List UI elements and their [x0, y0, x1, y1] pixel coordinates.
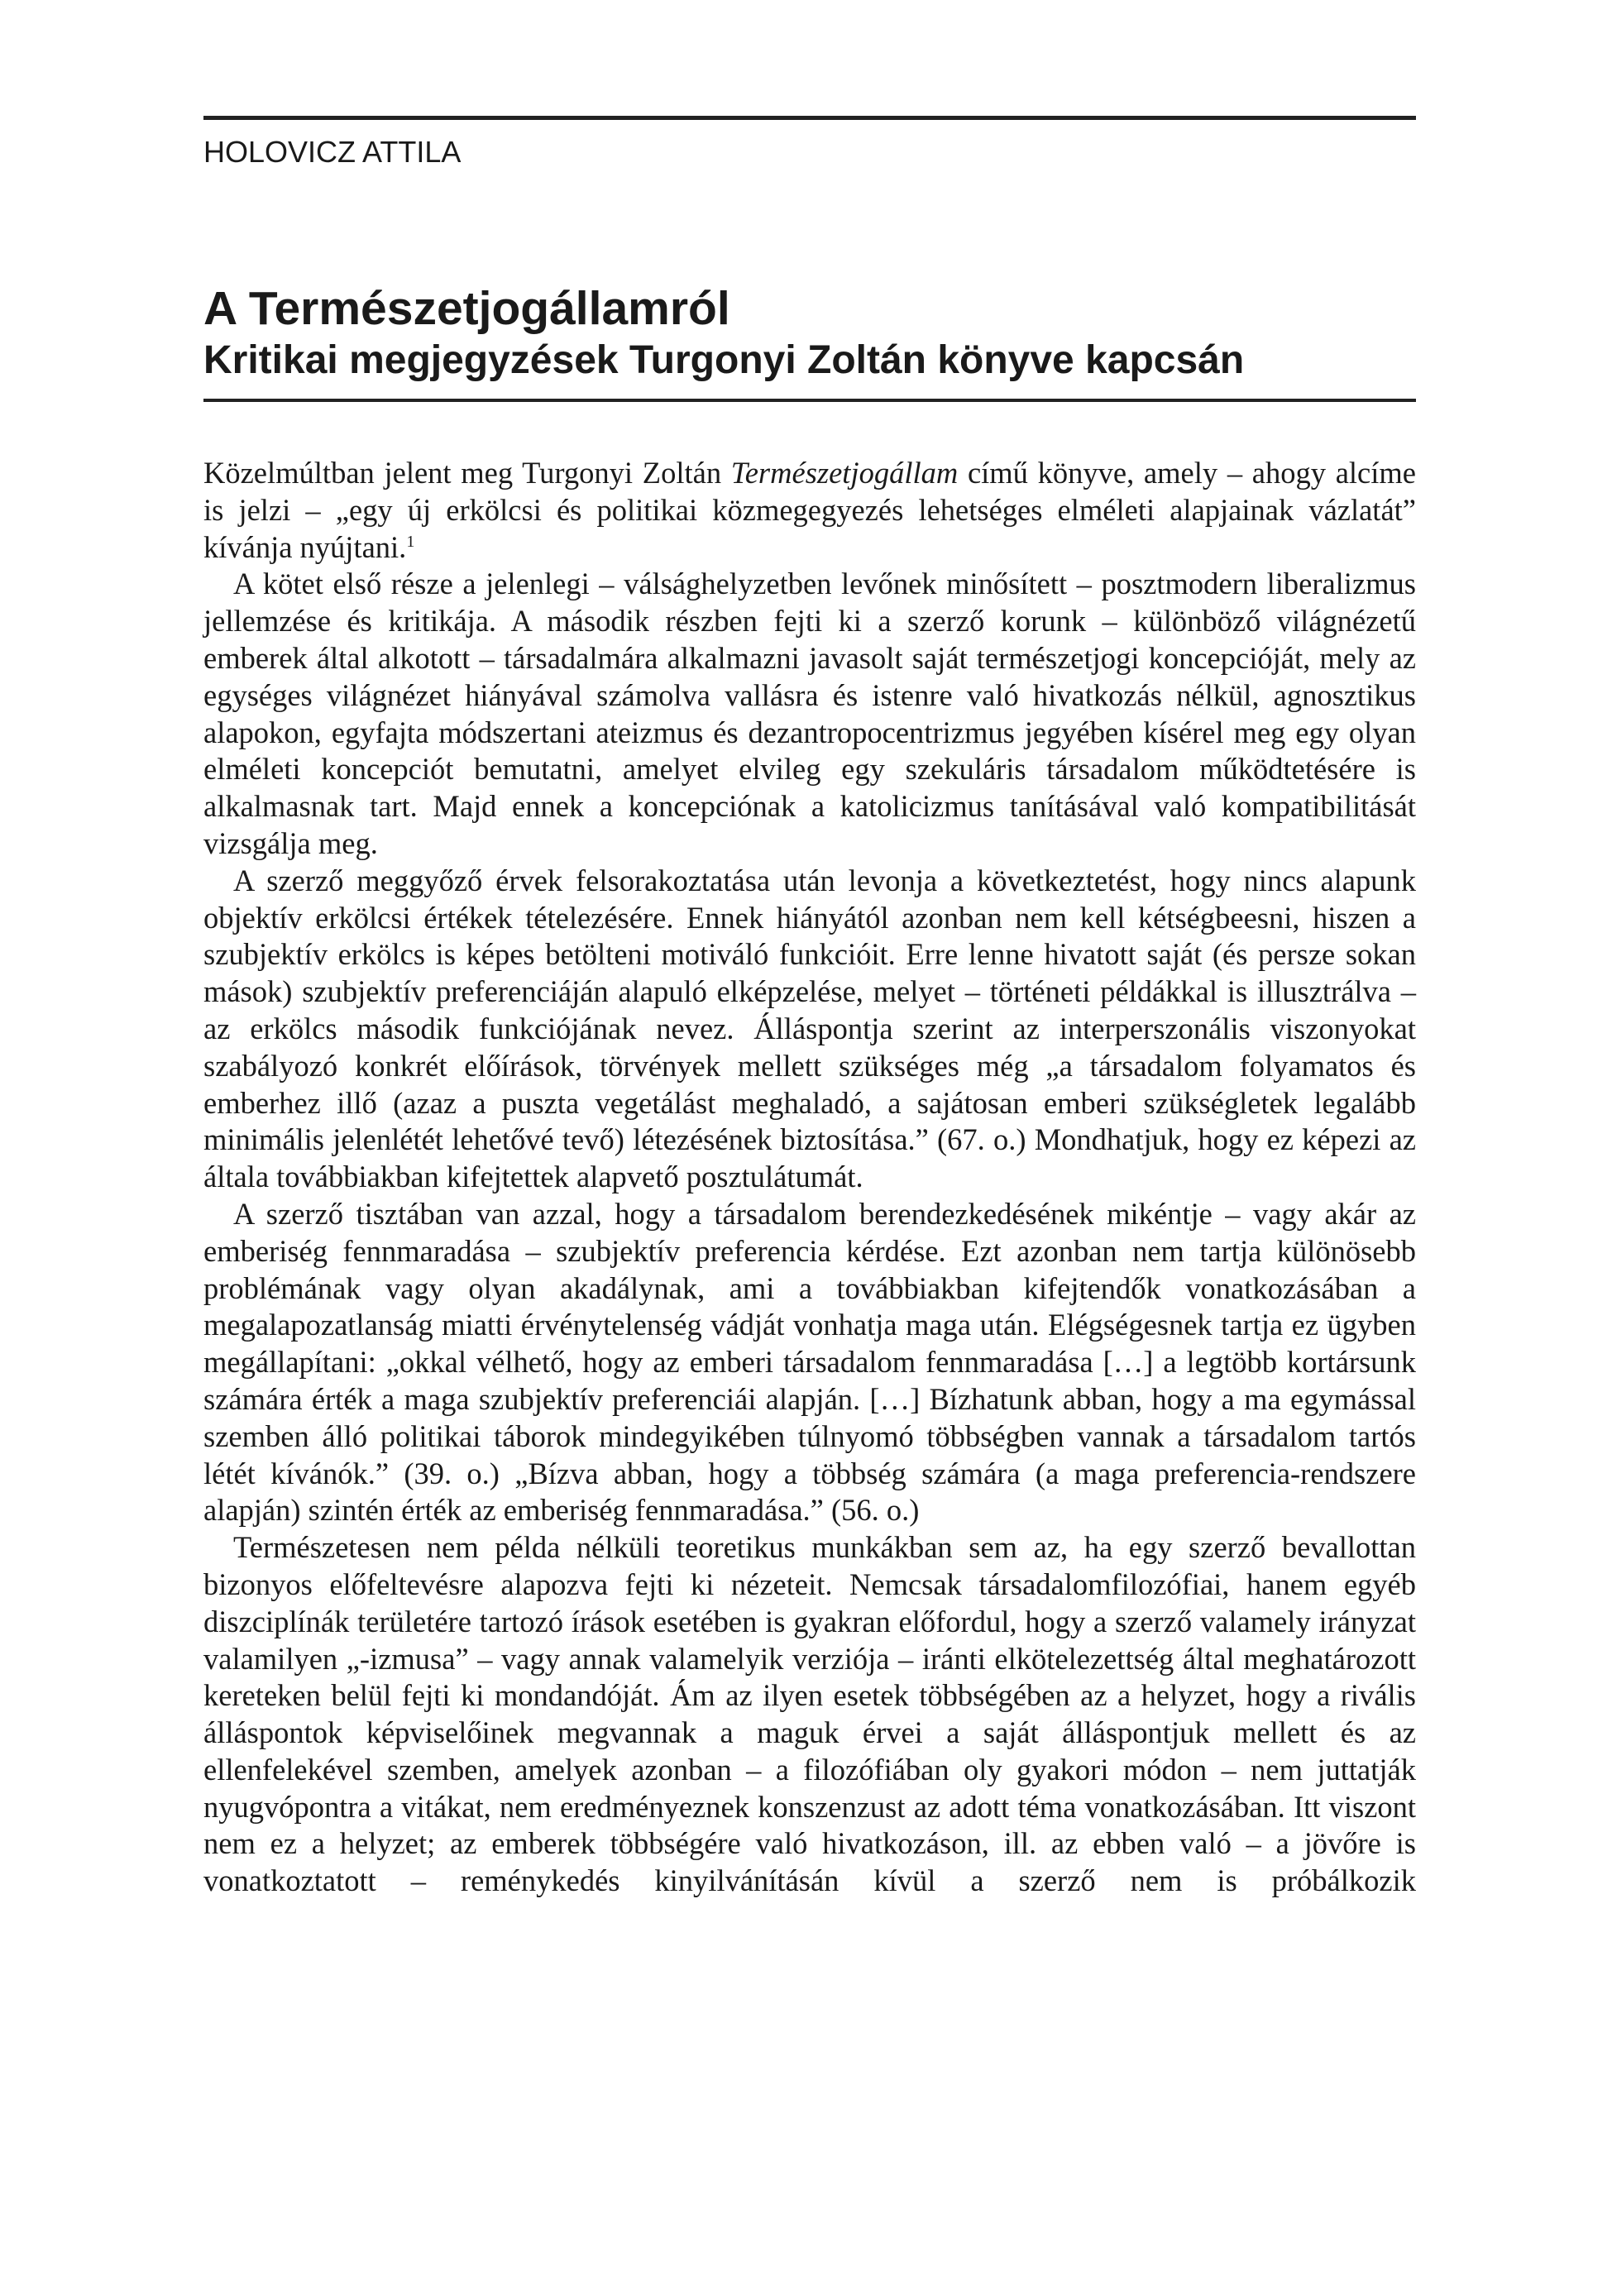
paragraph-3: A szerző meggyőző érvek felsorakoztatása után levonja a következtetést, hogy nincs alapunk objektív erkölcsi értékek tételezésére. Ennek hiányától azonban nem kell kétségbeesni, hiszen a szubjektív erkölcs is képes betölteni motiváló funkcióit. Erre lenne hivatott saját (és persze sokan mások) szubjektív preferenciáján alapuló elképzelése, melyet – történeti példákkal is illusztrálva – az erkölcs második funkciójának nevez. Álláspontja szerint az interperszonális viszonyokat szabályozó konkrét előírások, törvények mellett szükséges még „a társadalom folyamatos és emberhez illő (azaz a puszta vegetálást meghaladó, a sajátosan emberi szükségletek legalább minimális jelenlétét lehetővé tevő) létezésének biztosítása.” (67. o.) Mondhatjuk, hogy ez képezi az általa továbbiakban kifejtettek alapvető posztulátumát.: [203, 863, 1416, 1194]
article-body: [203, 455, 1416, 1900]
paragraph-5: Természetesen nem példa nélküli teoretikus munkákban sem az, ha egy szerző bevallottan bizonyos előfeltevésre alapozva fejti ki nézeteit. Nemcsak társadalomfilozófiai, hanem egyéb diszciplínák területére tartozó írások esetében is gyakran előfordul, hogy a szerző valamely irányzat valamilyen „-izmusa” – vagy annak valamelyik verziója – iránti elkötelezettség által meghatározott kereteken belül fejti ki mondandóját. Ám az ilyen esetek többségében az a helyzet, hogy a rivális álláspontok képviselőinek megvannak a maguk érvei a saját álláspontjuk mellett és az ellenfelekével szemben, amelyek azonban – a filozófiában oly gyakori módon – nem juttatják nyugvópontra a vitákat, nem eredményeznek konszenzust az adott téma vonatkozásában. Itt viszont nem ez a helyzet; az emberek többségére való hivatkozáson, ill. az ebben való – a jövőre is vonatkoztatott – reménykedés kinyilvánításán kívül a szerző nem is próbálkozik: [203, 1530, 1416, 1898]
running-header-author: HOLOVICZ ATTILA: [203, 135, 462, 169]
book-title-italic: Természetjogállam: [730, 456, 959, 490]
title-rule: [203, 399, 1416, 402]
article-subtitle: Kritikai megjegyzések Turgonyi Zoltán könyve kapcsán: [203, 338, 1245, 382]
paragraph-4: A szerző tisztában van azzal, hogy a társadalom berendezkedésének mikéntje – vagy akár az emberiség fennmaradása – szubjektív preferencia kérdése. Ezt azonban nem tartja különösebb problémának vagy olyan akadálynak, ami a továbbiakban kifejtendők vonatkozásában a megalapozatlanság miatti érvénytelenség vádját vonhatja maga után. Elégségesnek tartja ez ügyben megállapítani: „okkal vélhető, hogy az emberi társadalom fennmaradása […] a legtöbb kortársunk számára érték a maga szubjektív preferenciái alapján. […] Bízhatunk abban, hogy a ma egymással szemben álló politikai táborok mindegyikében túlnyomó többségben vannak a társadalom tartós létét kívánók.” (39. o.) „Bízva abban, hogy a többség számára (a maga preferencia-rendszere alapján) szintén érték az emberiség fennmaradása.” (56. o.): [203, 1196, 1416, 1528]
title-block: [203, 281, 1416, 402]
paragraph-1-text-b: című könyve, amely – ahogy alcíme is jelzi – „egy új erkölcsi és politikai közmegegyezés lehetséges elméleti alapjainak vázlatát” kívánja nyújtani.: [203, 456, 1416, 564]
paragraph-2: A kötet első része a jelenlegi – válsághelyzetben levőnek minősített – posztmodern liberalizmus jellemzése és kritikája. A második részben fejti ki a szerző korunk – különböző világnézetű emberek által alkotott – társadalmára alkalmazni javasolt saját természetjogi koncepcióját, mely az egységes világnézet hiányával számolva vallásra és istenre való hivatkozás nélkül, agnosztikus alapokon, egyfajta módszertani ateizmus és dezantropocentrizmus jegyében kísérel meg egy olyan elméleti koncepciót bemutatni, amelyet elvileg egy szekuláris társadalom működtetésére is alkalmasnak tart. Majd ennek a koncepciónak a katolicizmus tanításával való kompatibilitását vizsgálja meg.: [203, 567, 1416, 860]
page: [203, 116, 1416, 1900]
footnote-marker[interactable]: 1: [406, 532, 415, 551]
paragraph-1: [203, 455, 1416, 566]
paragraph-1-text-a: Közelmúltban jelent meg Turgonyi Zoltán: [203, 456, 731, 490]
article-title: A Természetjogállamról: [203, 282, 730, 335]
header-rule: [203, 116, 1416, 120]
